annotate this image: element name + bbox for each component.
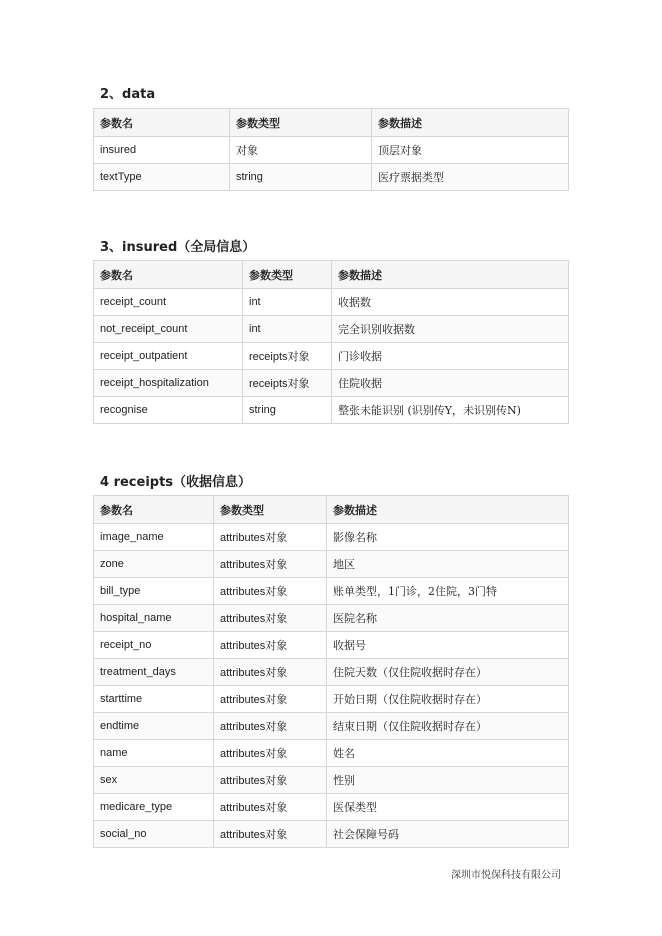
param-desc-cell: 社会保障号码 xyxy=(327,821,569,848)
param-type-cell: int xyxy=(243,316,332,343)
param-name-cell: receipt_outpatient xyxy=(94,343,243,370)
param-name-cell: bill_type xyxy=(94,578,214,605)
param-desc-cell: 住院天数（仅住院收据时存在） xyxy=(327,659,569,686)
param-name-cell: name xyxy=(94,740,214,767)
param-type-cell: receipts对象 xyxy=(243,343,332,370)
table-row xyxy=(94,767,569,794)
table-row xyxy=(94,605,569,632)
param-type-cell: attributes对象 xyxy=(214,821,327,848)
param-type-cell: string xyxy=(230,164,372,191)
param-name-cell: zone xyxy=(94,551,214,578)
table-row xyxy=(94,551,569,578)
table-row xyxy=(94,632,569,659)
param-type-cell: attributes对象 xyxy=(214,524,327,551)
param-name-cell: not_receipt_count xyxy=(94,316,243,343)
param-type-cell: attributes对象 xyxy=(214,551,327,578)
param-type-cell: attributes对象 xyxy=(214,767,327,794)
table-row xyxy=(94,164,569,191)
param-desc-cell: 顶层对象 xyxy=(372,137,569,164)
company-footer: 深圳市悦保科技有限公司 xyxy=(451,870,561,881)
param-desc-cell: 完全识别收据数 xyxy=(332,316,569,343)
param-type-cell: attributes对象 xyxy=(214,686,327,713)
table-row xyxy=(94,397,569,424)
column-header: 参数名 xyxy=(94,109,230,137)
table-row xyxy=(94,316,569,343)
param-desc-cell: 医疗票据类型 xyxy=(372,164,569,191)
param-name-cell: receipt_count xyxy=(94,289,243,316)
param-type-cell: attributes对象 xyxy=(214,794,327,821)
column-header: 参数描述 xyxy=(372,109,569,137)
param-desc-cell: 收据号 xyxy=(327,632,569,659)
table-row xyxy=(94,821,569,848)
param-type-cell: 对象 xyxy=(230,137,372,164)
section-3-heading: 3、insured（全局信息） xyxy=(100,240,256,255)
param-name-cell: image_name xyxy=(94,524,214,551)
table-row xyxy=(94,740,569,767)
param-desc-cell: 结束日期（仅住院收据时存在） xyxy=(327,713,569,740)
param-type-cell: attributes对象 xyxy=(214,578,327,605)
param-name-cell: starttime xyxy=(94,686,214,713)
param-name-cell: recognise xyxy=(94,397,243,424)
column-header: 参数名 xyxy=(94,261,243,289)
column-header: 参数类型 xyxy=(243,261,332,289)
param-desc-cell: 开始日期（仅住院收据时存在） xyxy=(327,686,569,713)
column-header: 参数名 xyxy=(94,496,214,524)
column-header: 参数描述 xyxy=(327,496,569,524)
param-type-cell: attributes对象 xyxy=(214,605,327,632)
table-row xyxy=(94,524,569,551)
param-name-cell: endtime xyxy=(94,713,214,740)
param-type-cell: string xyxy=(243,397,332,424)
param-desc-cell: 影像名称 xyxy=(327,524,569,551)
param-desc-cell: 门诊收据 xyxy=(332,343,569,370)
param-name-cell: receipt_hospitalization xyxy=(94,370,243,397)
param-type-cell: int xyxy=(243,289,332,316)
table-header-row xyxy=(94,109,569,137)
param-name-cell: sex xyxy=(94,767,214,794)
param-type-cell: receipts对象 xyxy=(243,370,332,397)
param-name-cell: insured xyxy=(94,137,230,164)
table-row xyxy=(94,289,569,316)
receipts-table xyxy=(93,495,569,848)
param-type-cell: attributes对象 xyxy=(214,713,327,740)
param-name-cell: medicare_type xyxy=(94,794,214,821)
table-row xyxy=(94,343,569,370)
table-row xyxy=(94,659,569,686)
param-type-cell: attributes对象 xyxy=(214,740,327,767)
param-desc-cell: 收据数 xyxy=(332,289,569,316)
param-desc-cell: 医院名称 xyxy=(327,605,569,632)
table-row xyxy=(94,137,569,164)
param-desc-cell: 地区 xyxy=(327,551,569,578)
param-name-cell: social_no xyxy=(94,821,214,848)
param-desc-cell: 住院收据 xyxy=(332,370,569,397)
table-row xyxy=(94,794,569,821)
param-desc-cell: 姓名 xyxy=(327,740,569,767)
table-row xyxy=(94,370,569,397)
table-row xyxy=(94,713,569,740)
param-name-cell: receipt_no xyxy=(94,632,214,659)
column-header: 参数类型 xyxy=(214,496,327,524)
param-type-cell: attributes对象 xyxy=(214,659,327,686)
column-header: 参数描述 xyxy=(332,261,569,289)
param-desc-cell: 性别 xyxy=(327,767,569,794)
param-desc-cell: 账单类型，1门诊，2住院，3门特 xyxy=(327,578,569,605)
param-desc-cell: 整张未能识别 (识别传Y，未识别传N) xyxy=(332,397,569,424)
insured-table xyxy=(93,260,569,424)
table-row xyxy=(94,578,569,605)
data-table xyxy=(93,108,569,191)
table-header-row xyxy=(94,261,569,289)
table-header-row xyxy=(94,496,569,524)
table-row xyxy=(94,686,569,713)
param-desc-cell: 医保类型 xyxy=(327,794,569,821)
section-2-heading: 2、data xyxy=(100,87,156,102)
param-type-cell: attributes对象 xyxy=(214,632,327,659)
param-name-cell: textType xyxy=(94,164,230,191)
param-name-cell: hospital_name xyxy=(94,605,214,632)
section-4-heading: 4 receipts（收据信息） xyxy=(100,475,252,490)
column-header: 参数类型 xyxy=(230,109,372,137)
param-name-cell: treatment_days xyxy=(94,659,214,686)
